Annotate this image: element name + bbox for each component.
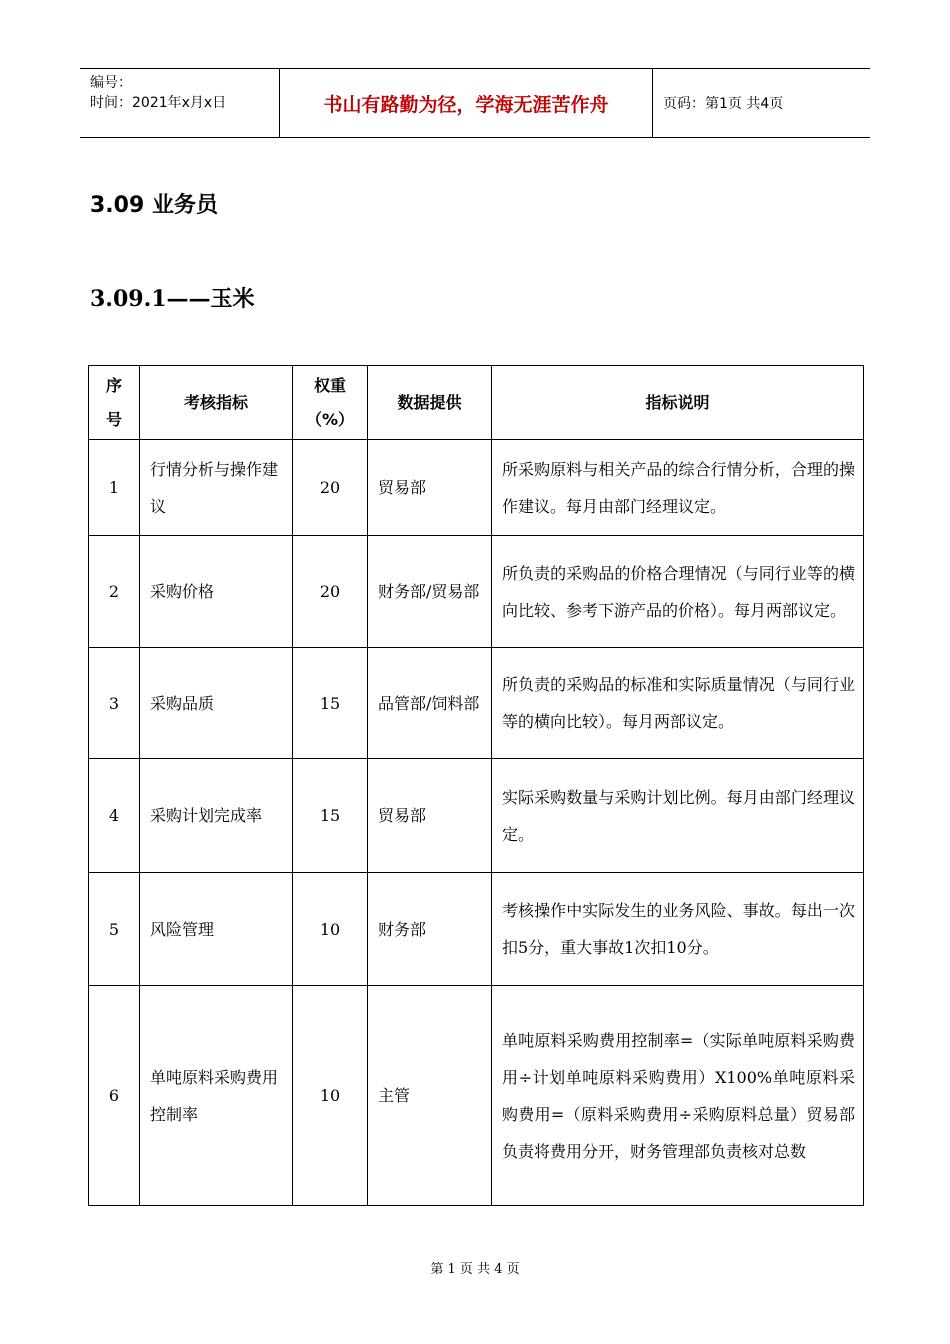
cell-weight: 10 [293,873,368,986]
cell-description: 所负责的采购品的标准和实际质量情况（与同行业等的横向比较）。每月两部议定。 [492,648,864,759]
cell-provider: 贸易部 [368,440,492,536]
cell-no: 6 [89,986,140,1206]
assessment-table [88,365,864,1206]
cell-provider: 贸易部 [368,759,492,873]
cell-weight: 10 [293,986,368,1206]
cell-metric: 采购价格 [140,536,293,648]
header-description: 指标说明 [492,366,864,440]
cell-provider: 财务部 [368,873,492,986]
cell-no: 5 [89,873,140,986]
table-row [89,759,864,873]
header-provider: 数据提供 [368,366,492,440]
table-header-row [89,366,864,440]
subsection-title: 3.09.1——玉米 [90,286,255,312]
cell-description: 所采购原料与相关产品的综合行情分析，合理的操作建议。每月由部门经理议定。 [492,440,864,536]
header-metric: 考核指标 [140,366,293,440]
cell-metric: 行情分析与操作建议 [140,440,293,536]
table-row [89,648,864,759]
table-row [89,986,864,1206]
page-footer: 第 1 页 共 4 页 [430,1262,520,1277]
header-motto: 书山有路勤为径，学海无涯苦作舟 [280,69,653,137]
document-time-label: 时间：2021年x月x日 [90,95,227,111]
cell-metric: 单吨原料采购费用控制率 [140,986,293,1206]
header-left-cell [80,69,280,137]
cell-no: 2 [89,536,140,648]
section-title: 3.09 业务员 [90,193,218,218]
header-weight: 权重（%） [293,366,368,440]
cell-metric: 采购品质 [140,648,293,759]
table-row [89,440,864,536]
cell-description: 所负责的采购品的价格合理情况（与同行业等的横向比较、参考下游产品的价格）。每月两部议定。 [492,536,864,648]
cell-weight: 15 [293,759,368,873]
cell-description: 考核操作中实际发生的业务风险、事故。每出一次扣5分，重大事故1次扣10分。 [492,873,864,986]
cell-weight: 20 [293,440,368,536]
cell-description: 单吨原料采购费用控制率=（实际单吨原料采购费用÷计划单吨原料采购费用）X100%单吨原料采购费用=（原料采购费用÷采购原料总量）贸易部负责将费用分开，财务管理部负责核对总数 [492,986,864,1206]
header-page-info: 页码：第1页 共4页 [663,96,784,112]
table-row [89,873,864,986]
cell-no: 4 [89,759,140,873]
document-number-label: 编号： [90,75,132,91]
cell-metric: 风险管理 [140,873,293,986]
cell-no: 1 [89,440,140,536]
table-row [89,536,864,648]
cell-weight: 15 [293,648,368,759]
cell-no: 3 [89,648,140,759]
page-header [80,68,870,138]
cell-provider: 主管 [368,986,492,1206]
cell-provider: 财务部/贸易部 [368,536,492,648]
header-no: 序号 [89,366,140,440]
cell-provider: 品管部/饲料部 [368,648,492,759]
cell-weight: 20 [293,536,368,648]
cell-description: 实际采购数量与采购计划比例。每月由部门经理议定。 [492,759,864,873]
cell-metric: 采购计划完成率 [140,759,293,873]
